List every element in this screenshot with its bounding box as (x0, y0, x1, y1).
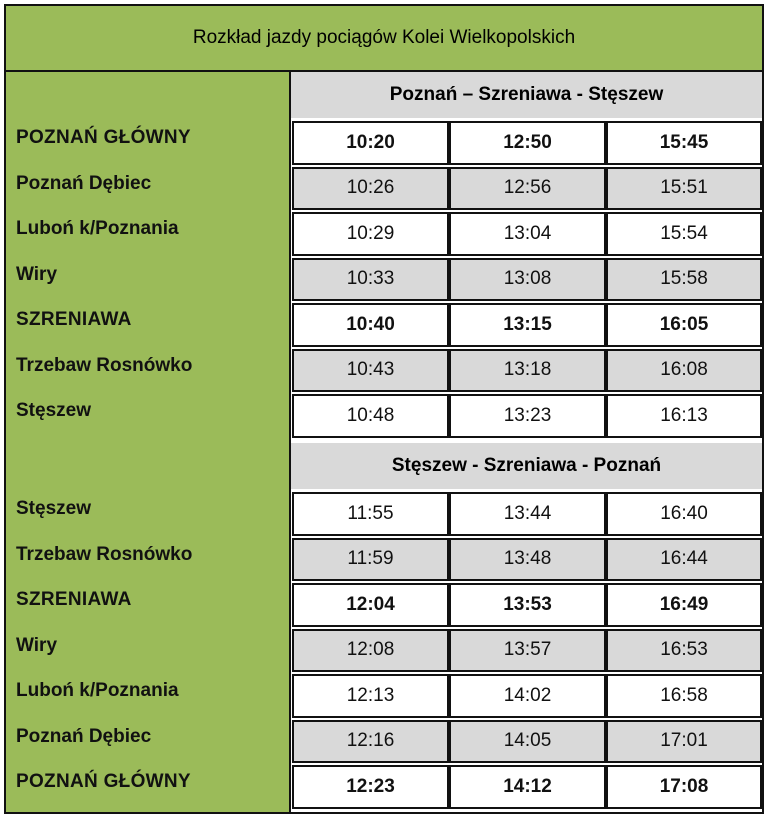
departure-time-cell: 15:58 (606, 258, 762, 302)
departure-time-cell: 10:43 (292, 349, 449, 393)
departure-time-cell: 15:45 (606, 121, 762, 165)
departure-time-cell: 12:16 (292, 720, 449, 764)
departure-time-cell: 11:55 (292, 492, 449, 536)
departure-time-cell: 13:48 (449, 538, 606, 582)
station-name: Poznań Dębiec (16, 172, 152, 194)
departure-time-cell: 15:51 (606, 167, 762, 211)
station-name: Stęszew (16, 498, 91, 519)
departure-time-cell: 10:48 (292, 394, 449, 438)
station-name: Wiry (16, 263, 58, 285)
direction-heading: Poznań – Szreniawa - Stęszew (291, 72, 762, 118)
departure-time-cell: 10:33 (292, 258, 449, 302)
station-name: Luboń k/Poznania (16, 218, 179, 239)
departure-time-cell: 13:08 (449, 258, 606, 302)
station-name: Trzebaw Rosnówko (16, 543, 193, 565)
departure-time-cell: 12:56 (449, 167, 606, 211)
timetable-title: Rozkład jazdy pociągów Kolei Wielkopolskich (6, 6, 762, 72)
departure-time-cell: 14:02 (449, 674, 606, 718)
station-name: Trzebaw Rosnówko (16, 354, 193, 376)
departure-time-cell: 13:23 (449, 394, 606, 438)
departure-time-cell: 17:01 (606, 720, 762, 764)
departure-time-cell: 10:26 (292, 167, 449, 211)
departure-time-cell: 16:05 (606, 303, 762, 347)
departure-time-cell: 13:04 (449, 212, 606, 256)
station-name: Poznań Dębiec (16, 725, 152, 747)
departure-time-cell: 14:12 (449, 765, 606, 809)
station-name: Luboń k/Poznania (16, 680, 179, 701)
departure-time-cell: 10:40 (292, 303, 449, 347)
station-name: POZNAŃ GŁÓWNY (16, 771, 191, 792)
departure-time-cell: 12:50 (449, 121, 606, 165)
departure-time-cell: 13:44 (449, 492, 606, 536)
departure-time-cell: 15:54 (606, 212, 762, 256)
timetable (4, 4, 764, 814)
departure-time-cell: 16:53 (606, 629, 762, 673)
departure-time-cell: 13:57 (449, 629, 606, 673)
departure-time-cell: 16:13 (606, 394, 762, 438)
departure-time-cell: 16:40 (606, 492, 762, 536)
departure-time-cell: 12:23 (292, 765, 449, 809)
departure-time-cell: 12:08 (292, 629, 449, 673)
departure-time-cell: 12:04 (292, 583, 449, 627)
departure-time-cell: 10:29 (292, 212, 449, 256)
departure-time-cell: 12:13 (292, 674, 449, 718)
station-name: Wiry (16, 634, 58, 656)
departure-time-cell: 16:58 (606, 674, 762, 718)
direction-heading: Stęszew - Szreniawa - Poznań (291, 443, 762, 489)
station-name: Stęszew (16, 400, 91, 421)
departure-time-cell: 13:15 (449, 303, 606, 347)
station-name: SZRENIAWA (16, 309, 132, 330)
departure-time-cell: 10:20 (292, 121, 449, 165)
departure-time-cell: 17:08 (606, 765, 762, 809)
station-name: POZNAŃ GŁÓWNY (16, 127, 191, 148)
departure-time-cell: 13:53 (449, 583, 606, 627)
station-name: SZRENIAWA (16, 589, 132, 610)
departure-time-cell: 11:59 (292, 538, 449, 582)
departure-time-cell: 14:05 (449, 720, 606, 764)
departure-time-cell: 16:44 (606, 538, 762, 582)
departure-time-cell: 16:08 (606, 349, 762, 393)
departure-time-cell: 13:18 (449, 349, 606, 393)
departure-time-cell: 16:49 (606, 583, 762, 627)
